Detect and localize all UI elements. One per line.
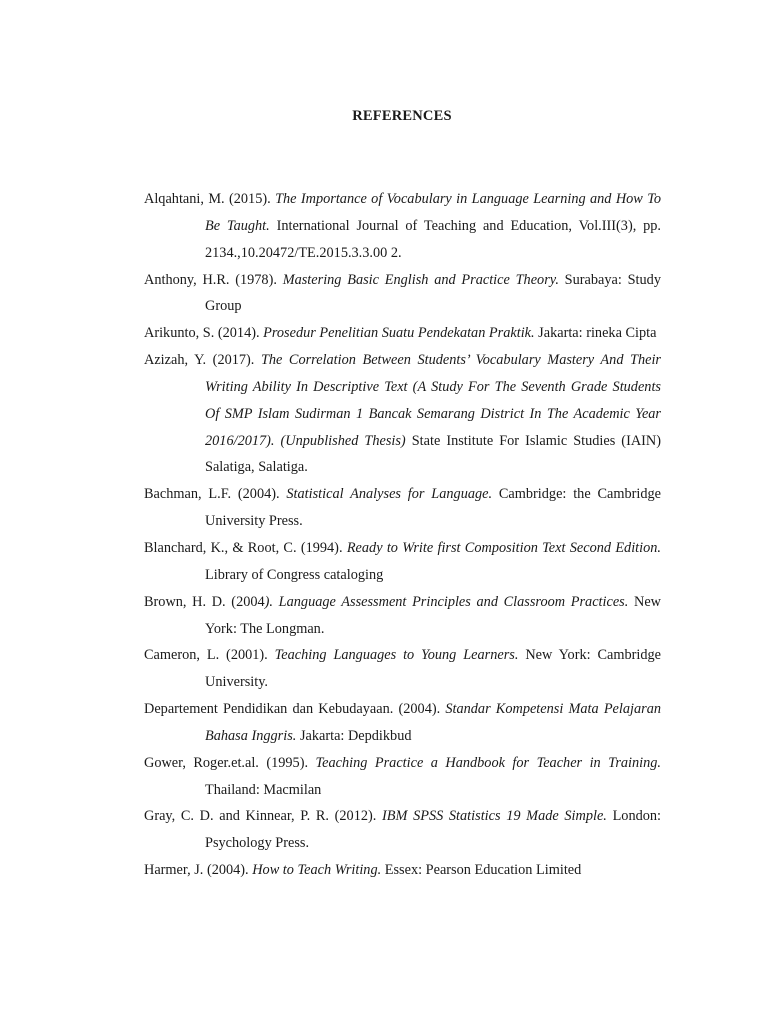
reference-publisher: Library of Congress cataloging — [205, 566, 384, 583]
reference-publisher: Jakarta: Depdikbud — [299, 727, 412, 744]
reference-entry — [144, 696, 661, 750]
reference-publisher: Jakarta: rineka Cipta — [538, 325, 657, 342]
reference-entry — [144, 186, 661, 267]
reference-entry — [144, 347, 661, 481]
reference-title: Teaching Languages to Young Learners. — [274, 647, 519, 664]
reference-title: IBM SPSS Statistics 19 Made Simple. — [382, 808, 607, 825]
reference-title: Statistical Analyses for Language. — [286, 486, 493, 503]
reference-authors: Brown, H. D. (2004 — [144, 593, 265, 610]
reference-authors: Alqahtani, M. (2015). — [144, 191, 271, 207]
reference-title: The Correlation Between Students’ Vocabulary Mastery And Their Writing Ability In Descriptive Text (A Study For The Seventh Grade Students Of SMP Islam Sudirman 1 Bancak Semarang District In The Academic Year 2016/2017). (Unpublished Thesis) — [205, 352, 661, 449]
page-title: REFERENCES — [352, 108, 452, 124]
reference-entry — [144, 750, 661, 804]
reference-publisher: Essex: Pearson Education Limited — [384, 862, 582, 879]
reference-authors: Anthony, H.R. (1978). — [144, 271, 277, 288]
reference-publisher: Thailand: Macmilan — [205, 781, 322, 798]
reference-authors: Arikunto, S. (2014). — [144, 325, 260, 342]
reference-authors: Harmer, J. (2004). — [144, 862, 249, 879]
reference-authors: Azizah, Y. (2017). — [144, 352, 255, 369]
reference-publisher: London: Psychology Press. — [205, 808, 662, 852]
reference-authors: Cameron, L. (2001). — [144, 647, 268, 664]
reference-entry — [144, 320, 661, 347]
reference-title: Teaching Practice a Handbook for Teacher in Training. — [315, 754, 661, 771]
reference-title: ). Language Assessment Principles and Classroom Practices. — [264, 593, 629, 610]
reference-entry — [144, 535, 661, 589]
reference-authors: Departement Pendidikan dan Kebudayaan. (2004). — [144, 701, 441, 718]
reference-title: The Importance of Vocabulary in Language Learning and How To Be Taught. — [205, 191, 662, 234]
reference-authors: Blanchard, K., & Root, C. (1994). — [144, 539, 343, 556]
reference-title: Prosedur Penelitian Suatu Pendekatan Praktik. — [263, 325, 535, 342]
reference-authors: Gower, Roger.et.al. (1995). — [144, 754, 309, 771]
reference-entry — [144, 642, 661, 696]
reference-publisher: Surabaya: Study Group — [205, 271, 661, 315]
reference-entry — [144, 803, 661, 857]
reference-publisher: Cambridge: the Cambridge University Press. — [205, 486, 662, 530]
reference-publisher: International Journal of Teaching and Education, Vol.III(3), pp. 2134.,10.20472/TE.2015.3.3.00 2. — [205, 217, 662, 261]
reference-title: Standar Kompetensi Mata Pelajaran Bahasa Inggris. — [205, 701, 661, 744]
reference-list — [144, 186, 661, 884]
reference-title: How to Teach Writing. — [252, 862, 382, 879]
reference-authors: Bachman, L.F. (2004). — [144, 486, 280, 503]
reference-entry — [144, 857, 661, 884]
reference-publisher: New York: Cambridge University. — [205, 647, 661, 691]
reference-entry — [144, 589, 661, 643]
reference-entry — [144, 267, 661, 321]
reference-publisher: New York: The Longman. — [205, 593, 661, 637]
reference-title: Mastering Basic English and Practice Theory. — [282, 271, 559, 288]
reference-entry — [144, 481, 661, 535]
reference-authors: Gray, C. D. and Kinnear, P. R. (2012). — [144, 808, 377, 825]
reference-title: Ready to Write first Composition Text Second Edition. — [346, 539, 661, 556]
reference-publisher: State Institute For Islamic Studies (IAIN) Salatiga, Salatiga. — [205, 432, 662, 476]
